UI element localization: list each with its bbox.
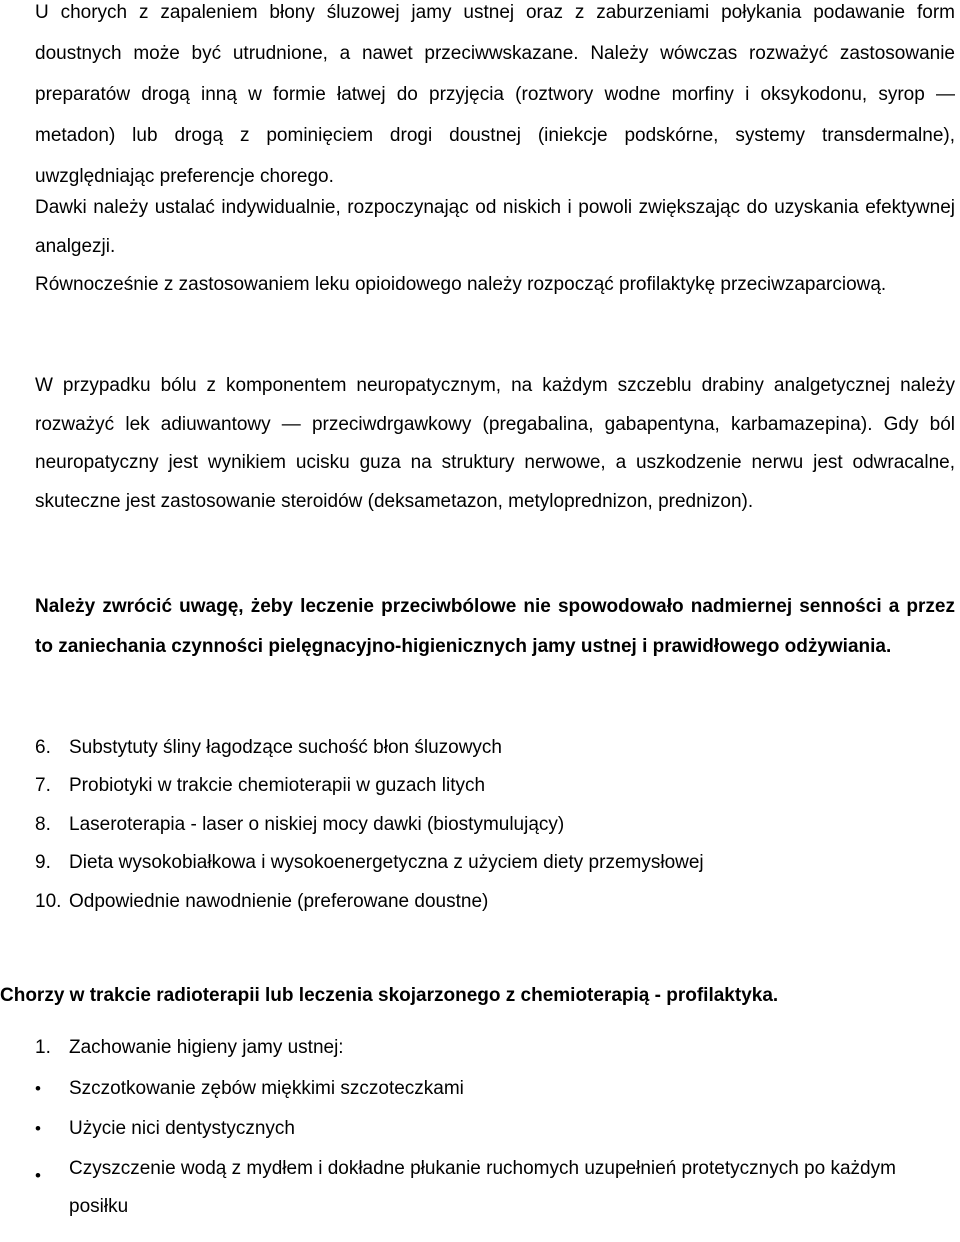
bullet-list-hygiene-steps (35, 1077, 955, 1242)
paragraph-warning-bold: Należy zwrócić uwagę, żeby leczenie przeciwbólowe nie spowodowało nadmiernej senności a przez to zaniechania czynności pielęgnacyjno-higienicznych jamy ustnej i prawidłowego odżywiania. (35, 596, 955, 657)
bullet-icon: • (35, 1166, 41, 1185)
section-heading-radiotherapy: Chorzy w trakcie radioterapii lub leczenia skojarzonego z chemioterapią - profilaktyka. (0, 985, 779, 1006)
list-item (35, 851, 955, 875)
list-number: 9. (35, 852, 51, 873)
paragraph-constipation-prophylaxis: Równocześnie z zastosowaniem leku opioidowego należy rozpocząć profilaktykę przeciwzaparciową. (35, 274, 887, 295)
bullet-icon: • (35, 1119, 41, 1138)
list-item-text: Czyszczenie wodą z mydłem i dokładne płukanie ruchomych uzupełnień protetycznych po każdym posiłku (69, 1158, 896, 1217)
list-item (35, 1077, 955, 1101)
bullet-icon: • (35, 1079, 41, 1098)
list-item-text: Odpowiednie nawodnienie (preferowane doustne) (69, 891, 489, 912)
list-number: 6. (35, 737, 51, 758)
list-item-text: Zachowanie higieny jamy ustnej: (69, 1037, 344, 1058)
paragraph-oral-administration: U chorych z zapaleniem błony śluzowej jamy ustnej oraz z zaburzeniami połykania podawanie form doustnych może być utrudnione, a nawet przeciwwskazane. Należy wówczas rozważyć zastosowanie preparatów drogą inną w formie łatwej do przyjęcia (roztwory wodne morfiny i oksykodonu, syrop — metadon) lub drogą z pominięciem drogi doustnej (iniekcje podskórne, systemy transdermalne), uwzględniając preferencje chorego. (35, 2, 955, 187)
list-item (35, 1150, 955, 1226)
numbered-list-supportive (35, 736, 955, 914)
numbered-list-hygiene (35, 1036, 955, 1060)
list-item-text: Substytuty śliny łagodzące suchość błon śluzowych (69, 737, 503, 758)
list-item (35, 1036, 955, 1060)
paragraph-dosing: Dawki należy ustalać indywidualnie, rozpoczynając od niskich i powoli zwiększając do uzyskania efektywnej analgezji. (35, 197, 955, 257)
list-item-text: Laseroterapia - laser o niskiej mocy dawki (biostymulujący) (69, 814, 565, 835)
list-item-text: Dieta wysokobiałkowa i wysokoenergetyczna z użyciem diety przemysłowej (69, 852, 704, 873)
list-item (35, 813, 955, 837)
list-item (35, 890, 955, 914)
list-number: 7. (35, 775, 51, 796)
list-item (35, 736, 955, 760)
list-number: 10. (35, 891, 62, 912)
paragraph-neuropathic-pain: W przypadku bólu z komponentem neuropatycznym, na każdym szczeblu drabiny analgetycznej należy rozważyć lek adiuwantowy — przeciwdrgawkowy (pregabalina, gabapentyna, karbamazepina). Gdy ból neuropatyczny jest wynikiem ucisku guza na struktury nerwowe, a uszkodzenie nerwu jest odwracalne, skuteczne jest zastosowanie steroidów (deksametazon, metyloprednizon, prednizon). (35, 375, 955, 512)
list-item-text: Probiotyki w trakcie chemioterapii w guzach litych (69, 775, 486, 796)
list-item-text: Użycie nici dentystycznych (69, 1118, 295, 1139)
list-item (35, 1117, 955, 1141)
list-number: 8. (35, 814, 51, 835)
list-item (35, 774, 955, 798)
list-number: 1. (35, 1037, 51, 1058)
list-item-text: Szczotkowanie zębów miękkimi szczoteczkami (69, 1078, 464, 1099)
